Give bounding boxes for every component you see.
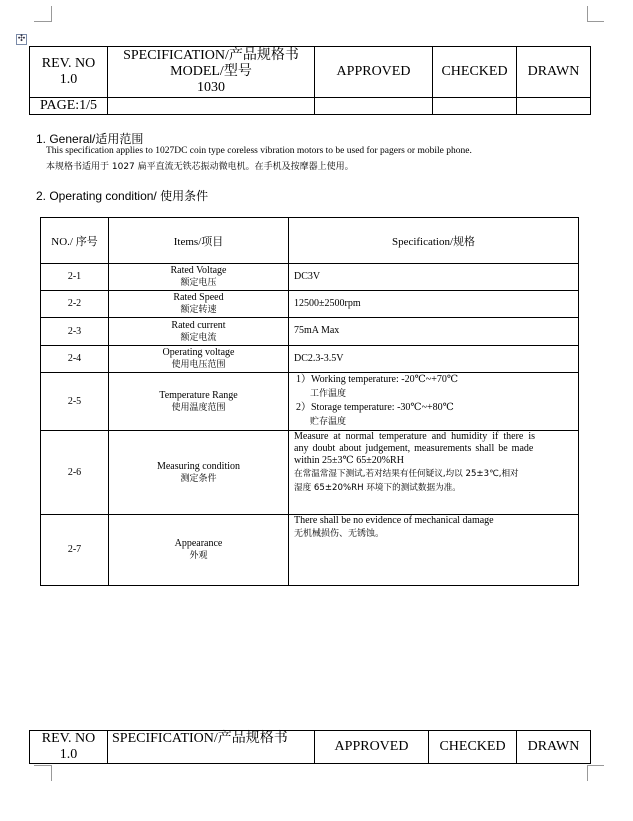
rev-no-cell <box>30 47 107 97</box>
row-no: 2-3 <box>67 325 82 337</box>
general-title: 1. General/适用范围 <box>36 132 144 146</box>
row-no: 2-2 <box>67 298 82 309</box>
row-no: 2-6 <box>67 466 82 478</box>
row-item: Temperature Range 使用温度范围 <box>159 389 238 413</box>
col-header-no: NO./ 序号 <box>51 235 98 248</box>
row-item: Operating voltage 使用电压范围 <box>162 347 235 370</box>
approved-label: APPROVED <box>336 64 411 79</box>
row-spec: DC3V <box>294 271 321 282</box>
row-spec: There shall be no evidence of mechanical damage 无机械损伤、无锈蚀。 <box>294 515 494 539</box>
row-spec: 12500±2500rpm <box>294 298 361 309</box>
row-item: Rated Voltage 额定电压 <box>170 265 227 288</box>
row-no: 2-7 <box>67 544 82 555</box>
drawn-label: DRAWN <box>527 64 580 79</box>
checked-label: CHECKED <box>441 64 508 79</box>
col-header-spec: Specification/规格 <box>391 235 476 248</box>
spec-title-cell <box>108 47 314 97</box>
footer-checked-label: CHECKED <box>439 739 506 754</box>
move-anchor-icon[interactable]: ✣ <box>17 34 26 44</box>
row-item: Rated Speed 额定转速 <box>173 292 224 315</box>
general-text-en: This specification applies to 1027DC coin type coreless vibration motors to be used for pagers or mobile phone. <box>46 146 472 156</box>
footer-drawn-label: DRAWN <box>527 739 580 754</box>
row-item: Appearance 外观 <box>174 538 223 561</box>
row-no: 2-1 <box>67 271 82 282</box>
footer-rev-no-cell <box>30 731 107 763</box>
row-spec: DC2.3-3.5V <box>294 353 344 364</box>
model-value: 1030 <box>197 80 225 95</box>
row-no: 2-5 <box>67 395 82 407</box>
row-spec: 75mA Max <box>294 325 340 336</box>
row-spec: Measure at normal temperature and humidity if there is any doubt about judgement, measurements shall be made within 25±3℃ 65±20%RH 在常温常湿下测试,若对结果有任何疑议,均以 25±3℃,相对 湿度 65±20%RH 环境下的测试数据为准。 <box>294 431 536 493</box>
footer-rev-no-label: REV. NO <box>41 731 96 746</box>
col-header-items: Items/项目 <box>173 235 224 248</box>
spec-title: SPECIFICATION/产品规格书 <box>123 48 299 63</box>
rev-no-label: REV. NO <box>41 56 96 71</box>
footer-approved-label: APPROVED <box>334 739 409 754</box>
row-no: 2-4 <box>67 353 82 364</box>
row-spec: 1）Working temperature: -20℃~+70℃ 工作温度 2）Storage temperature: -30℃~+80℃ 贮存温度 <box>296 374 459 427</box>
row-item: Measuring condition 测定条件 <box>156 460 241 484</box>
operating-title: 2. Operating condition/ 使用条件 <box>36 189 209 203</box>
rev-no-value: 1.0 <box>59 72 78 87</box>
footer-spec-title: SPECIFICATION/产品规格书 <box>112 731 288 746</box>
model-label: MODEL/型号 <box>170 64 252 79</box>
footer-rev-no-value: 1.0 <box>59 747 78 762</box>
row-item: Rated current 额定电流 <box>171 319 226 343</box>
general-text-cn: 本规格书适用于 1027 扁平直流无铁芯振动微电机。在手机及按摩器上使用。 <box>46 162 354 172</box>
page-number: PAGE:1/5 <box>39 98 98 113</box>
